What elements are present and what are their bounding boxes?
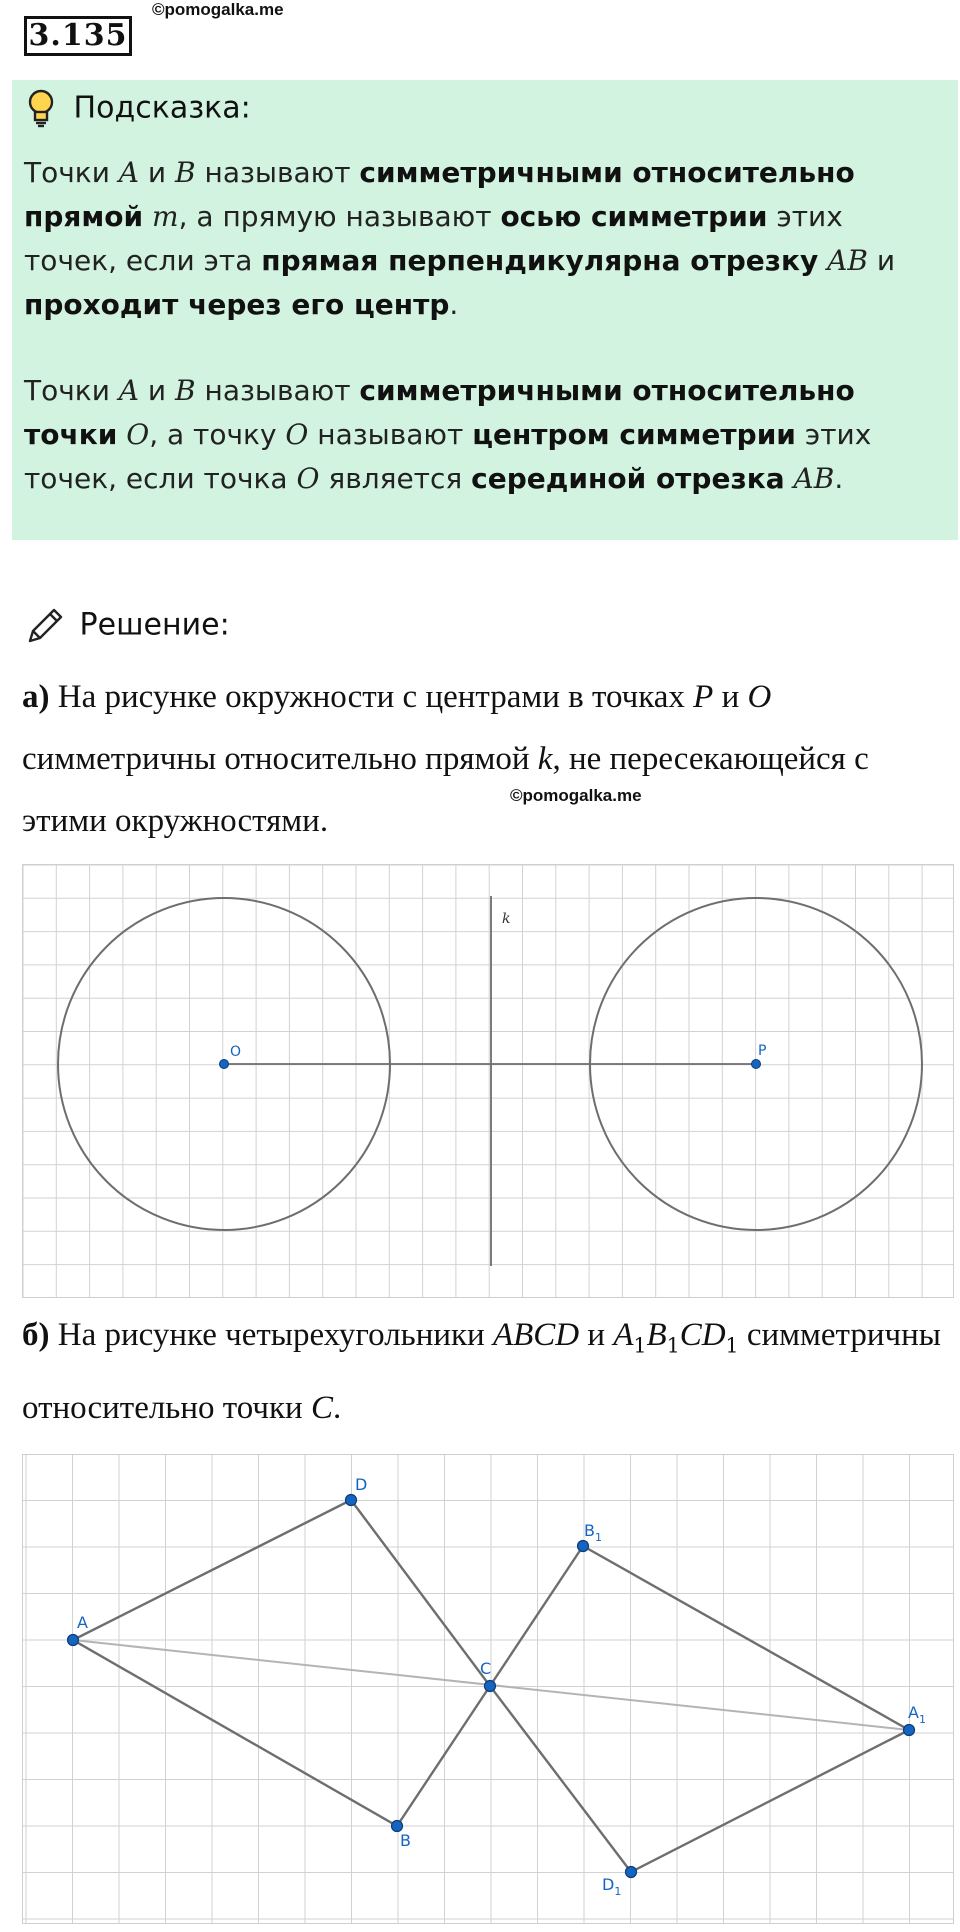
point-a-label: A (77, 1613, 88, 1632)
text-run: B (646, 1317, 667, 1353)
text-run: A (118, 156, 140, 189)
point-d1 (626, 1867, 637, 1878)
text-run: этих точек, если точка (24, 418, 872, 495)
text-run: симметричны относительно прямой (22, 741, 538, 777)
point-b1 (578, 1541, 589, 1552)
point-o (220, 1060, 229, 1069)
text-run: P (693, 679, 714, 715)
hint-title-row (24, 88, 251, 128)
task-number: 3.135 (24, 16, 132, 56)
text-run: B (175, 156, 196, 189)
text-run: прямая перпендикулярна отрезку (261, 244, 819, 277)
text-run: CD (679, 1317, 726, 1353)
text-run: O (126, 418, 150, 451)
hint-paragraph-central (24, 369, 936, 501)
text-run: является (319, 462, 472, 495)
text-run: и (139, 374, 176, 407)
solution-title: Решение: (79, 607, 230, 643)
point-a (68, 1635, 79, 1646)
text-run: ABCD (492, 1317, 580, 1353)
watermark: ©pomogalka.me (152, 0, 284, 19)
point-a1 (904, 1725, 915, 1736)
point-b (392, 1821, 403, 1832)
text-run: . (332, 1389, 342, 1426)
text-run (785, 462, 794, 495)
text-run: На рисунке четырехугольники (49, 1317, 493, 1353)
solution-part-a (22, 666, 942, 852)
text-run: называют (308, 418, 473, 451)
text-run: C (310, 1389, 333, 1426)
text-run: проходит через его центр (24, 288, 450, 321)
hint-title: Подсказка: (73, 90, 251, 126)
point-d1-label: $D_1$ (602, 1875, 622, 1898)
text-run: A (118, 374, 140, 407)
text-run: , не пересекающейся с этими окружностями. (22, 741, 869, 839)
watermark-2: ©pomogalka.me (510, 786, 642, 805)
point-p-label: P (758, 1043, 767, 1059)
text-run: 1 (725, 1333, 739, 1358)
text-run (117, 418, 126, 451)
text-run: O (285, 418, 309, 451)
text-run: б) (22, 1317, 50, 1353)
text-run: а) (22, 679, 50, 715)
line-k-label: k (502, 911, 511, 927)
text-run: AB (827, 244, 868, 277)
solution-title-row (24, 605, 230, 647)
text-run: 1 (633, 1333, 647, 1358)
text-run: Точки (24, 374, 119, 407)
figure-a-border (23, 865, 954, 1298)
point-o-label: O (230, 1044, 242, 1060)
figure-a (22, 864, 954, 1298)
text-run: На рисунке окружности с центрами в точках (49, 679, 694, 715)
text-run: симметричными относительно прямой (24, 156, 855, 233)
text-run: осью симметрии (500, 200, 768, 233)
pencil-icon (24, 605, 66, 647)
text-run: k (537, 741, 553, 777)
point-p (752, 1060, 761, 1069)
point-d-label: D (355, 1475, 368, 1494)
point-d (346, 1495, 357, 1506)
text-run: . (834, 462, 844, 495)
solution-part-b (22, 1304, 942, 1439)
text-run: O (296, 462, 320, 495)
text-run: , а прямую называют (178, 200, 501, 233)
text-run: и (713, 679, 748, 715)
text-run: и (867, 244, 896, 277)
grid-a (22, 864, 954, 1298)
point-c-label: C (480, 1659, 492, 1678)
text-run: B (175, 374, 196, 407)
text-run: центром симметрии (472, 418, 796, 451)
point-a1-label: $A_1$ (908, 1703, 926, 1726)
figure-b (22, 1454, 954, 1924)
text-run: симметричными относительно точки (24, 374, 855, 451)
text-run: O (747, 679, 772, 715)
text-run: и (139, 156, 176, 189)
text-run: AB (793, 462, 835, 495)
text-run: Точки (24, 156, 119, 189)
text-run: 1 (666, 1333, 680, 1358)
lightbulb-icon (24, 88, 58, 128)
quadrilateral-a1b1cd1 (490, 1546, 909, 1872)
text-run: A (613, 1317, 634, 1353)
text-run: , а точку (149, 418, 286, 451)
point-c (485, 1681, 496, 1692)
text-run: называют (195, 156, 360, 189)
text-run (818, 244, 827, 277)
point-b-label: B (400, 1831, 411, 1850)
text-run: этих точек, если эта (24, 200, 843, 277)
text-run: симметричны относительно точки (22, 1317, 941, 1426)
text-run (143, 200, 152, 233)
text-run: . (449, 288, 459, 321)
text-run: и (579, 1317, 614, 1353)
text-run: m (152, 200, 179, 233)
text-run: серединой отрезка (471, 462, 785, 495)
point-b1-label: $B_1$ (584, 1521, 602, 1544)
hint-paragraph-axial (24, 151, 936, 327)
text-run: называют (195, 374, 360, 407)
